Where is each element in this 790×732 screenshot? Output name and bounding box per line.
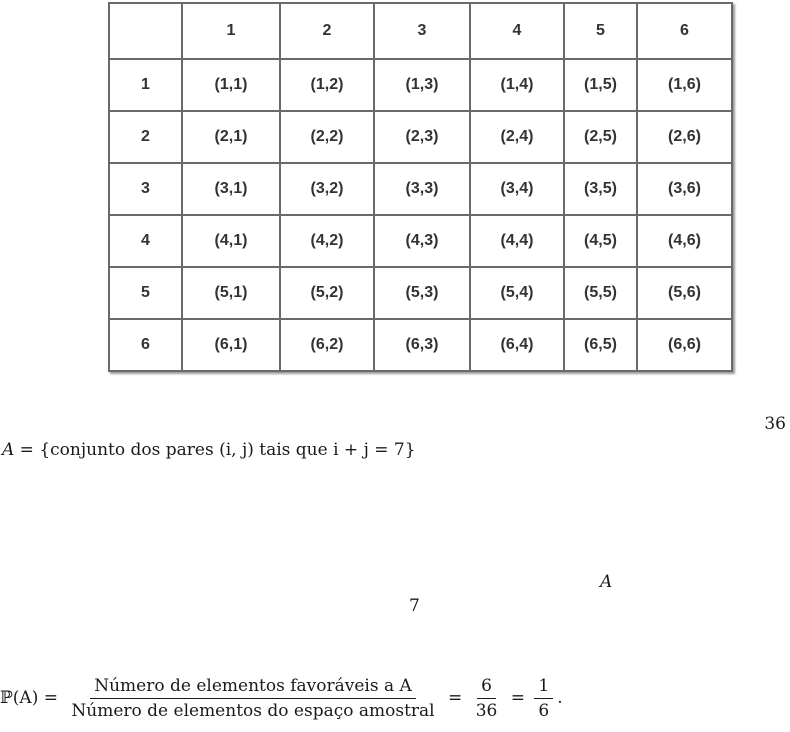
- outcome-cell: (1,5): [564, 59, 637, 111]
- table-row: [109, 111, 732, 163]
- equals-sign-2: =: [510, 688, 525, 708]
- probability-formula: [0, 676, 563, 721]
- event-a-symbol: A: [2, 440, 15, 460]
- outcome-cell: (1,3): [374, 59, 470, 111]
- outcome-cell: (5,2): [280, 267, 374, 319]
- outcome-cell: (5,5): [564, 267, 637, 319]
- outcome-cell: (2,2): [280, 111, 374, 163]
- column-header-cell: 3: [374, 3, 470, 59]
- outcome-cell: (4,2): [280, 215, 374, 267]
- outcome-cell: (5,1): [182, 267, 280, 319]
- row-header-cell: 5: [109, 267, 182, 319]
- formula-period: .: [557, 688, 563, 708]
- row-header-cell: 4: [109, 215, 182, 267]
- outcome-cell: (6,4): [470, 319, 564, 371]
- outcome-cell: (3,5): [564, 163, 637, 215]
- main-fraction: [67, 676, 438, 721]
- outcome-cell: (4,5): [564, 215, 637, 267]
- outcome-cell: (6,1): [182, 319, 280, 371]
- outcome-cell: (4,4): [470, 215, 564, 267]
- fraction-6-36: [472, 676, 502, 721]
- table-row: [109, 163, 732, 215]
- column-header-cell: 5: [564, 3, 637, 59]
- outcome-cell: (4,1): [182, 215, 280, 267]
- column-header-cell: 1: [182, 3, 280, 59]
- outcome-cell: (1,2): [280, 59, 374, 111]
- fraction-1-6-numerator: 1: [534, 676, 553, 699]
- outcome-cell: (4,6): [637, 215, 732, 267]
- outcome-cell: (5,4): [470, 267, 564, 319]
- outcome-cell: (1,4): [470, 59, 564, 111]
- outcome-cell: (2,4): [470, 111, 564, 163]
- table-header-row: [109, 3, 732, 59]
- outcome-cell: (1,1): [182, 59, 280, 111]
- column-header-cell: 6: [637, 3, 732, 59]
- main-numerator: Número de elementos favoráveis a A: [90, 676, 416, 699]
- fraction-6-36-numerator: 6: [477, 676, 496, 699]
- event-a-description: = {conjunto dos pares (i, j) tais que i + j = 7}: [14, 440, 416, 460]
- outcome-cell: (2,3): [374, 111, 470, 163]
- table-row: [109, 319, 732, 371]
- table-row: [109, 59, 732, 111]
- row-header-cell: 1: [109, 59, 182, 111]
- fraction-1-6-denominator: 6: [538, 701, 550, 721]
- outcome-cell: (6,5): [564, 319, 637, 371]
- outcome-cell: (4,3): [374, 215, 470, 267]
- table-row: [109, 215, 732, 267]
- sample-space-table: [108, 2, 733, 372]
- outcome-cell: (1,6): [637, 59, 732, 111]
- main-denominator: Número de elementos do espaço amostral: [71, 701, 435, 721]
- outcome-cell: (3,6): [637, 163, 732, 215]
- fraction-1-6: [534, 676, 553, 721]
- table-row: [109, 267, 732, 319]
- outcome-cell: (3,1): [182, 163, 280, 215]
- row-header-cell: 2: [109, 111, 182, 163]
- outcome-cell: (2,5): [564, 111, 637, 163]
- outcome-cell: (3,3): [374, 163, 470, 215]
- corner-cell: [109, 3, 182, 59]
- row-header-cell: 6: [109, 319, 182, 371]
- column-header-cell: 4: [470, 3, 564, 59]
- fraction-6-36-denominator: 36: [475, 701, 498, 721]
- row-header-cell: 3: [109, 163, 182, 215]
- sample-count: 36: [764, 414, 786, 434]
- event-a-definition: [2, 440, 416, 460]
- event-a-label: A: [600, 572, 613, 592]
- outcome-cell: (5,3): [374, 267, 470, 319]
- sum-seven-label: 7: [409, 596, 420, 616]
- outcome-cell: (3,2): [280, 163, 374, 215]
- outcome-cell: (6,6): [637, 319, 732, 371]
- outcome-cell: (2,1): [182, 111, 280, 163]
- outcome-cell: (5,6): [637, 267, 732, 319]
- outcome-cell: (3,4): [470, 163, 564, 215]
- outcome-cell: (6,2): [280, 319, 374, 371]
- probability-lhs: ℙ(A) =: [0, 688, 58, 708]
- equals-sign-1: =: [448, 688, 463, 708]
- column-header-cell: 2: [280, 3, 374, 59]
- outcome-cell: (6,3): [374, 319, 470, 371]
- outcome-cell: (2,6): [637, 111, 732, 163]
